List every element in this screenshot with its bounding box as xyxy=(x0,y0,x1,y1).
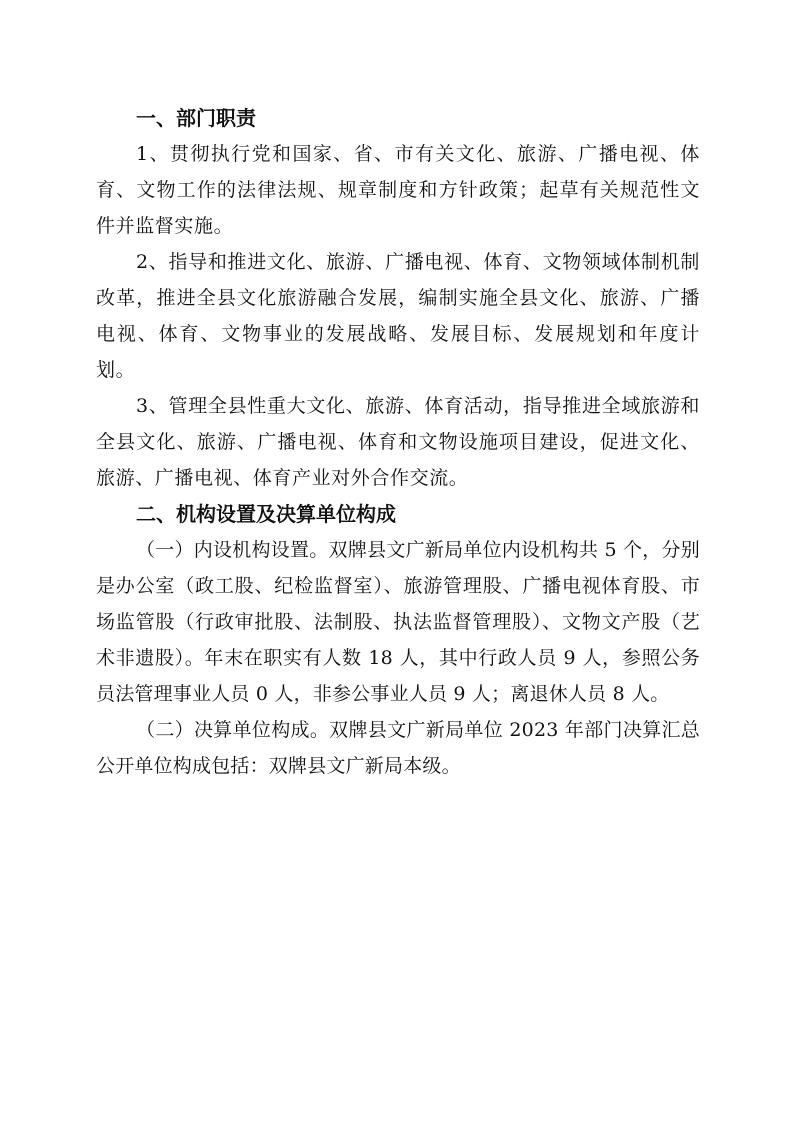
section-heading-department-duties: 一、部门职责 xyxy=(136,106,256,130)
paragraph-duty-2: 2、指导和推进文化、旅游、广播电视、体育、文物领域体制机制改革，推进全县文化旅游融合发展，编制实施全县文化、旅游、广播电视、体育、文物事业的发展战略、发展目标、发展规划和年度计划。 xyxy=(96,251,700,381)
document-body xyxy=(96,100,700,784)
section-heading-organization: 二、机构设置及决算单位构成 xyxy=(136,502,396,526)
paragraph-internal-structure: （一）内设机构设置。双牌县文广新局单位内设机构共 5 个，分别是办公室（政工股、纪检监督室）、旅游管理股、广播电视体育股、市场监管股（行政审批股、法制股、执法监督管理股）、文物文产股（艺术非遗股）。年末在职实有人数 18 人，其中行政人员 9 人，参照公务员法管理事业人员 0 人，非参公事业人员 9 人；离退休人员 8 人。 xyxy=(96,539,700,705)
paragraph-duty-1: 1、贯彻执行党和国家、省、市有关文化、旅游、广播电视、体育、文物工作的法律法规、规章制度和方针政策；起草有关规范性文件并监督实施。 xyxy=(96,143,700,237)
paragraph-accounting-units: （二）决算单位构成。双牌县文广新局单位 2023 年部门决算汇总公开单位构成包括：双牌县文广新局本级。 xyxy=(96,719,700,777)
paragraph-duty-3: 3、管理全县性重大文化、旅游、体育活动，指导推进全域旅游和全县文化、旅游、广播电视、体育和文物设施项目建设，促进文化、旅游、广播电视、体育产业对外合作交流。 xyxy=(96,395,700,489)
